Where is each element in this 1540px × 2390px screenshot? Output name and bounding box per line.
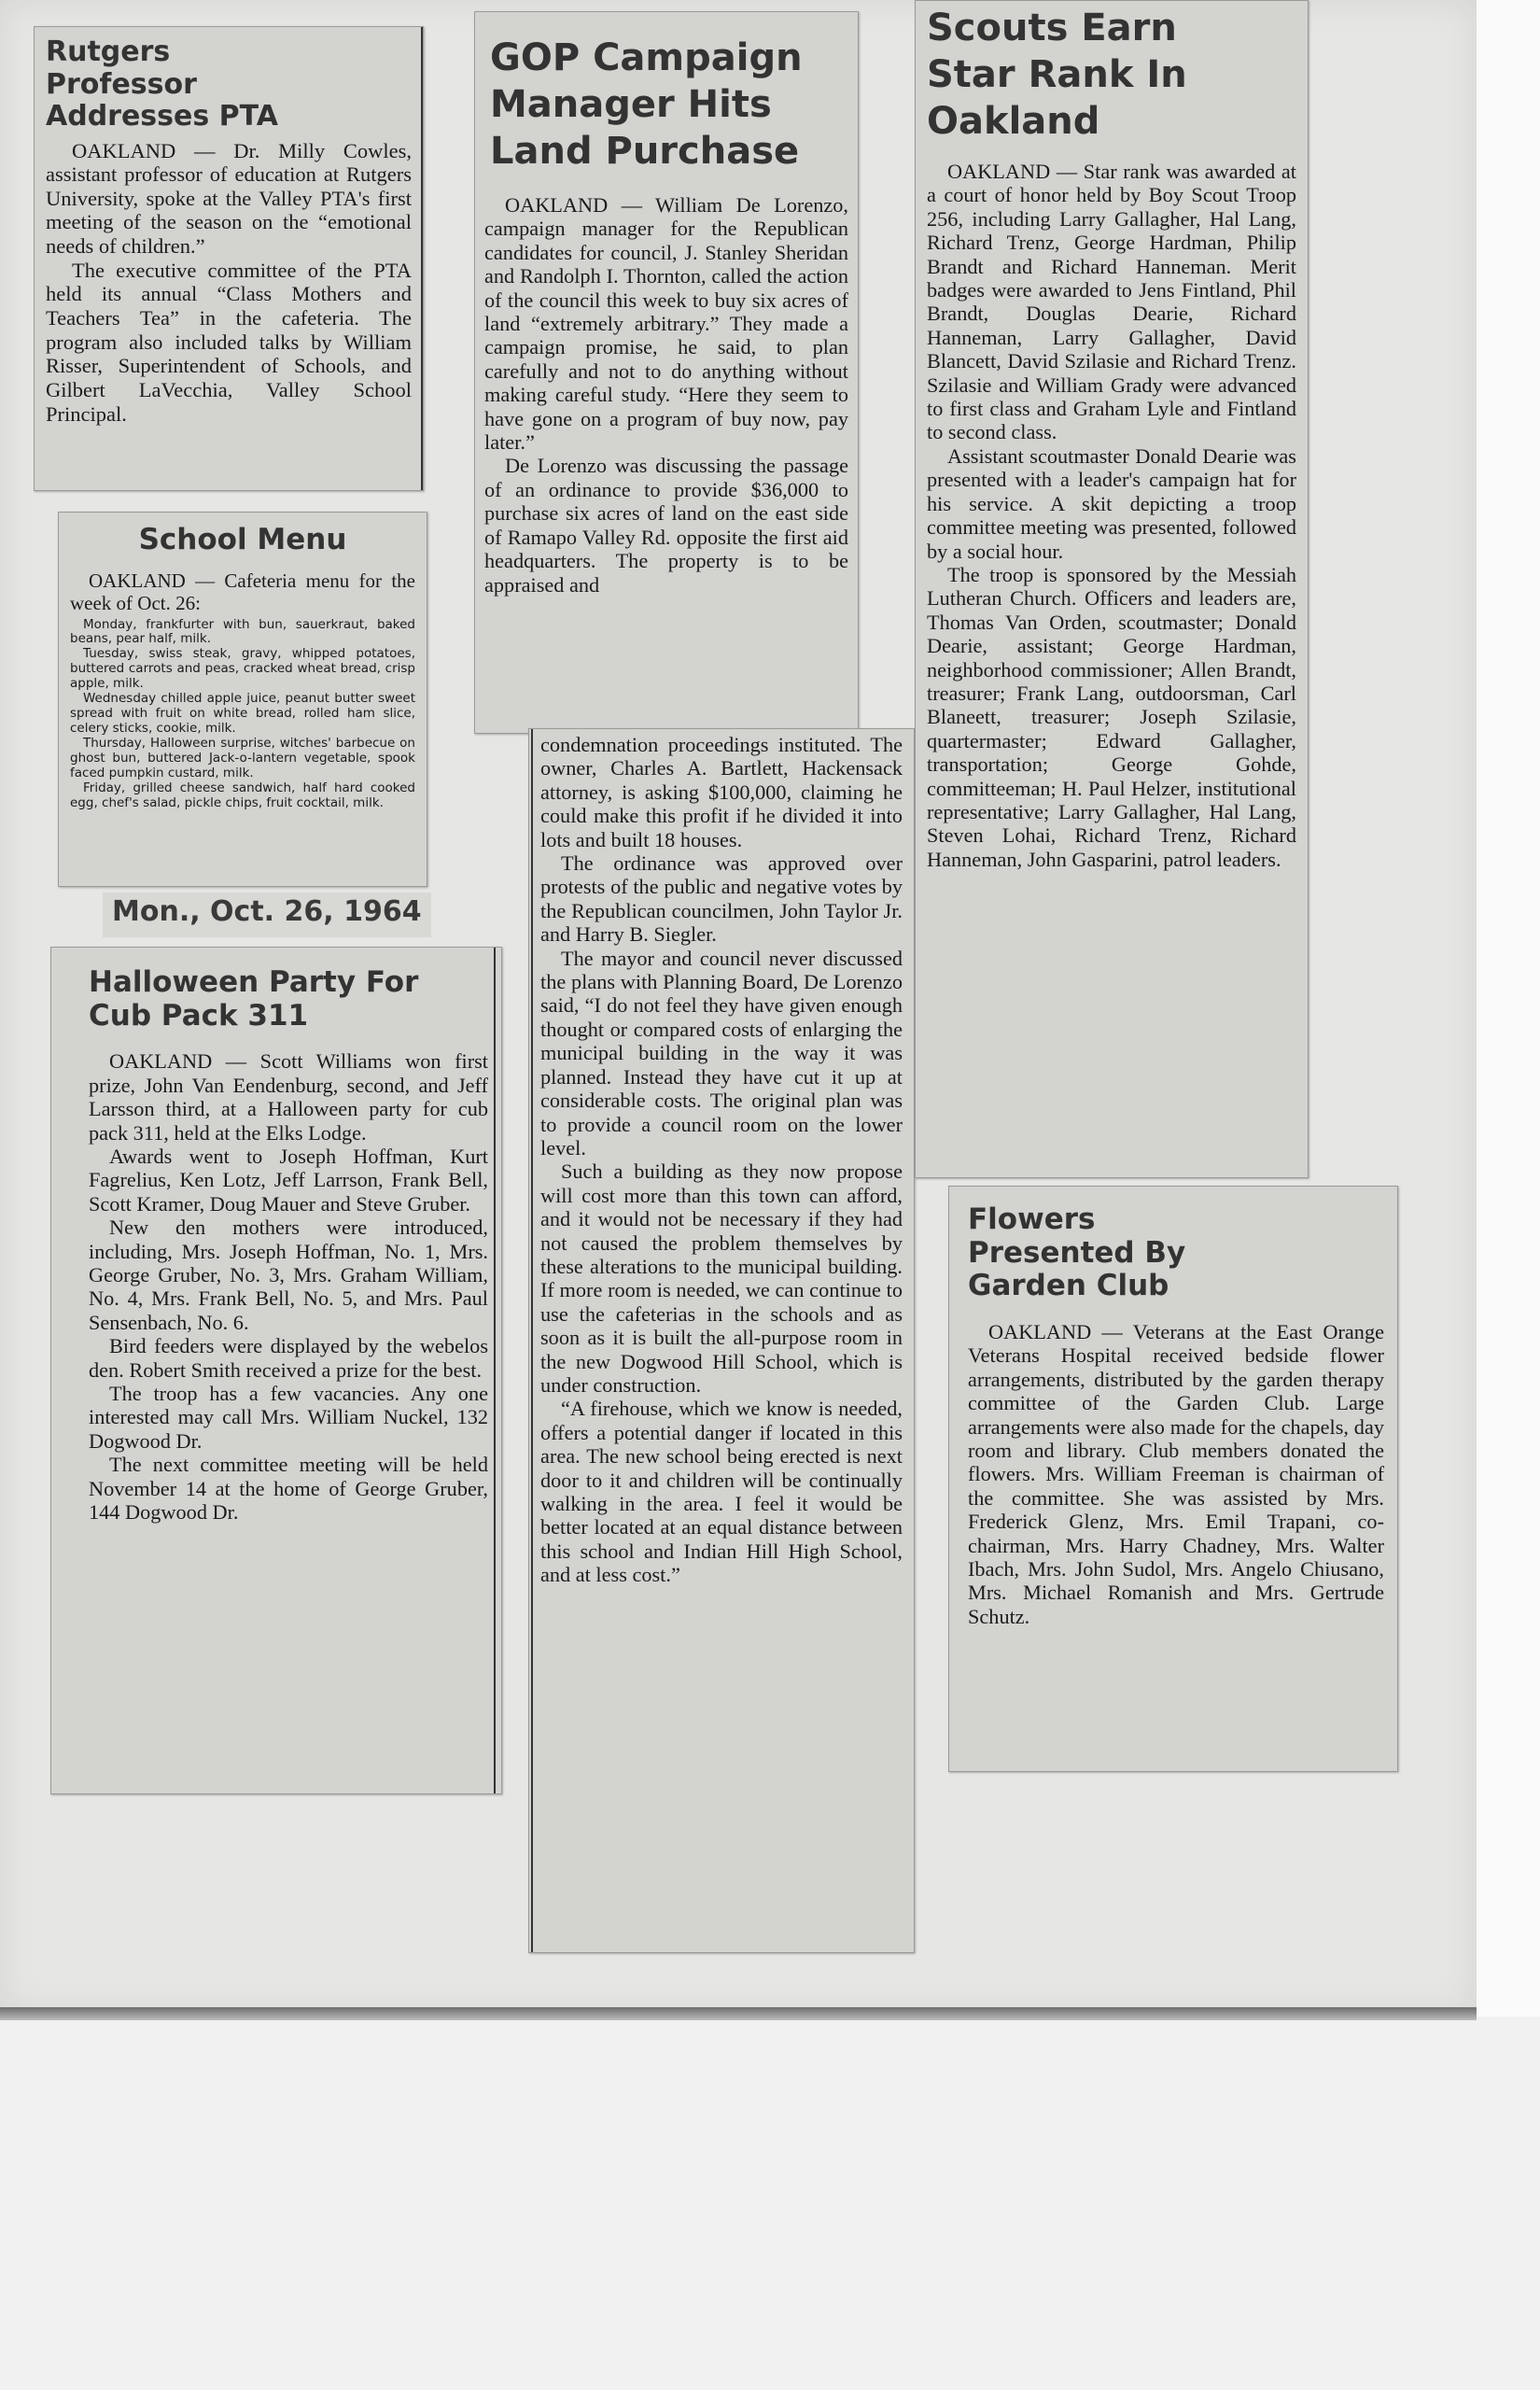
menu-day-wednesday: Wednesday chilled apple juice, peanut butter sweet spread with fruit on white bread, rolled ham slice, celery sticks, cookie, milk. [70, 691, 415, 736]
column-rule [494, 948, 496, 1793]
rutgers-paragraph-2: The executive committee of the PTA held its annual “Class Mothers and Teachers Tea” in the cafeteria. The program also included talks by William Risser, Superintendent of Schools, and Gilbert LaVecchia, Valley School Principal. [46, 258, 412, 426]
gop-lower-paragraph-4: Such a building as they now propose will cost more than this town can afford, and it would not be necessary if they had not caused the problem themselves by these alterations to the municipal building. If more room is needed, we can continue to use the cafeterias in the schools and as soon as it is built the all-purpose room in the new Dogwood Hill School, which is under construction. [540, 1160, 903, 1397]
gop-upper-paragraph-1: OAKLAND — William De Lorenzo, campaign manager for the Republican candidates for council, J. Stanley Sheridan and Randolph I. Thornton, called the action of the council this week to buy six acres of land “extremely arbitrary.” They made a campaign promise, he said, to plan carefully and not to do anything without making careful study. “Here they seem to have gone on a program of buy now, pay later.” [484, 193, 848, 455]
halloween-paragraph-2: Awards went to Joseph Hoffman, Kurt Fagrelius, Ken Lotz, Jeff Larrson, Frank Bell, Scott Kramer, Doug Mauer and Steve Gruber. [89, 1144, 488, 1216]
menu-day-tuesday: Tuesday, swiss steak, gravy, whipped potatoes, buttered carrots and peas, cracked wheat bread, crisp apple, milk. [70, 646, 415, 692]
menu-headline: School Menu [138, 523, 347, 556]
halloween-paragraph-4: Bird feeders were displayed by the webelos den. Robert Smith received a prize for the best. [89, 1334, 488, 1382]
scouts-star-rank-clipping [915, 0, 1309, 1178]
scouts-paragraph-1: OAKLAND — Star rank was awarded at a court of honor held by Boy Scout Troop 256, including Larry Gallagher, Hal Lang, Richard Trenz, George Hardman, Philip Brandt and Richard Hanneman. Merit badges were awarded to Jens Fintland, Phil Brandt, Douglas Dearie, Richard Hanneman, Larry Gallagher, David Blancett, David Szilasie and Richard Trenz. Szilasie and William Grady were advanced to first class and Graham Lyle and Fintland to second class. [927, 160, 1296, 444]
sheet-edge-shadow [0, 2007, 1477, 2020]
date-label-clipping [103, 893, 431, 937]
menu-day-monday: Monday, frankfurter with bun, sauerkraut, baked beans, pear half, milk. [70, 616, 415, 647]
menu-day-friday: Friday, grilled cheese sandwich, half hard cooked egg, chef's salad, pickle chips, fruit cocktail, milk. [70, 780, 415, 810]
rutgers-headline: Rutgers Professor Addresses PTA [46, 35, 279, 133]
halloween-headline: Halloween Party For Cub Pack 311 [89, 965, 419, 1033]
flowers-body: OAKLAND — Veterans at the East Orange Veterans Hospital received bedside flower arrangements, distributed by the garden therapy committee of the Garden Club. Large arrangements were also made for the chapels, day room and library. Club members donated the flowers. Mrs. William Freeman is chairman of the committee. She was assisted by Mrs. Frederick Glenz, Mrs. Emil Trapani, co-chairman, Mrs. Harry Chadney, Mrs. Walter Ibach, Mrs. John Sudol, Mrs. Angelo Chiusano, Mrs. Michael Romanish and Mrs. Gertrude Schutz. [968, 1319, 1384, 1628]
garden-club-flowers-clipping [948, 1186, 1398, 1772]
scouts-paragraph-3: The troop is sponsored by the Messiah Lutheran Church. Officers and leaders are, Thomas Van Orden, scoutmaster; Donald Dearie, assistant; George Hardman, neighborhood commissioner; Allen Brandt, treasurer; Frank Lang, outdoorsman, Carl Blaneett, treasurer; Joseph Szilasie, quartermaster; Edward Gallagher, transportation; George Gohde, committeeman; H. Paul Helzer, institutional representative; Larry Gallagher, Hal Lang, Steven Lohai, Richard Trenz, Richard Hanneman, John Gasparini, patrol leaders. [927, 562, 1296, 871]
school-menu-clipping [58, 512, 427, 887]
menu-intro: OAKLAND — Cafeteria menu for the week of Oct. 26: [70, 569, 415, 614]
halloween-paragraph-6: The next committee meeting will be held November 14 at the home of George Gruber, 144 Dogwood Dr. [89, 1453, 488, 1524]
rutgers-paragraph-1: OAKLAND — Dr. Milly Cowles, assistant professor of education at Rutgers University, spoke at the Valley PTA's first meeting of the season on the “emotional needs of children.” [46, 138, 412, 259]
page-margin-strip [1477, 0, 1540, 2017]
gop-lower-paragraph-3: The mayor and council never discussed the plans with Planning Board, De Lorenzo said, “I do not feel they have given enough thought or compared costs of enlarging the municipal building in the way it was planned. Instead they have cut it up at considerable costs. The original plan was to provide a council room on the lower level. [540, 946, 903, 1160]
scouts-headline: Scouts Earn Star Rank In Oakland [927, 7, 1187, 143]
date-label: Mon., Oct. 26, 1964 [112, 895, 422, 928]
halloween-paragraph-1: OAKLAND — Scott Williams won first prize, John Van Eendenburg, second, and Jeff Larsson third, at a Halloween party for cub pack 311, held at the Elks Lodge. [89, 1049, 488, 1145]
flowers-headline: Flowers Presented By Garden Club [968, 1202, 1186, 1303]
column-rule [421, 27, 423, 490]
column-rule [531, 729, 533, 1952]
halloween-party-clipping [50, 947, 502, 1794]
halloween-paragraph-5: The troop has a few vacancies. Any one interested may call Mrs. William Nuckel, 132 Dogwood Dr. [89, 1381, 488, 1453]
scouts-paragraph-2: Assistant scoutmaster Donald Dearie was presented with a leader's campaign hat for his service. A skit depicting a troop committee meeting was presented, followed by a social hour. [927, 443, 1296, 563]
gop-lower-paragraph-1: condemnation proceedings instituted. The owner, Charles A. Bartlett, Hackensack attorney, is asking $100,000, claiming he could make this profit if he divided it into lots and built 18 houses. [540, 733, 903, 851]
rutgers-pta-clipping [34, 26, 424, 491]
gop-campaign-clipping-lower [528, 728, 915, 1953]
gop-headline: GOP Campaign Manager Hits Land Purchase [490, 36, 803, 173]
gop-lower-paragraph-5: “A firehouse, which we know is needed, offers a potential danger if located in this area. The new school being erected is next door to it and children will be continually walking in the area. I feel it would be better located at an equal distance between this school and Indian Hill High School, and at less cost.” [540, 1397, 903, 1587]
halloween-paragraph-3: New den mothers were introduced, including, Mrs. Joseph Hoffman, No. 1, Mrs. George Gruber, No. 3, Mrs. Graham William, No. 4, Mrs. Frank Bell, No. 5, and Mrs. Paul Sensenbach, No. 6. [89, 1216, 488, 1334]
menu-day-thursday: Thursday, Halloween surprise, witches' barbecue on ghost bun, buttered Jack-o-lantern vegetable, spook faced pumpkin custard, milk. [70, 735, 415, 780]
gop-lower-paragraph-2: The ordinance was approved over protests of the public and negative votes by the Republican councilmen, John Taylor Jr. and Harry B. Siegler. [540, 851, 903, 947]
gop-campaign-clipping-upper [474, 11, 859, 734]
gop-upper-paragraph-2: De Lorenzo was discussing the passage of an ordinance to provide $36,000 to purchase six acres of land on the east side of Ramapo Valley Rd. opposite the first aid headquarters. The property is to be appraised and [484, 454, 848, 597]
